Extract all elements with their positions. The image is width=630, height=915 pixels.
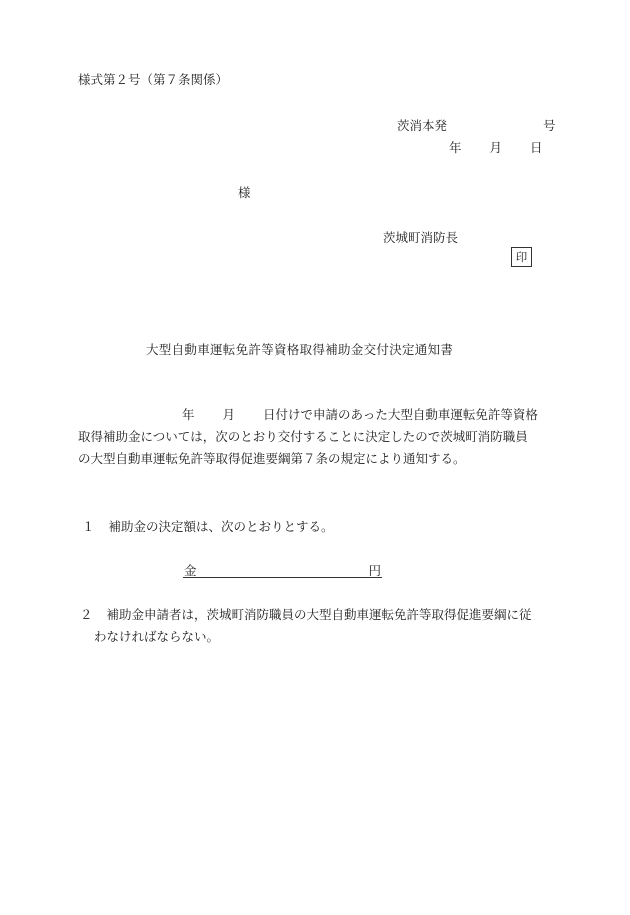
item-1-text: 補助金の決定額は、次のとおりとする。 <box>108 519 334 534</box>
document-number-suffix: 号 <box>543 118 556 133</box>
document-number-prefix: 茨消本発 <box>397 118 448 133</box>
item-2-number: ２ <box>80 607 93 622</box>
date-year: 年 <box>449 140 462 155</box>
amount-field <box>183 561 382 578</box>
document-number <box>397 116 556 134</box>
date-month: 月 <box>489 140 503 155</box>
date-day: 日 <box>530 140 543 155</box>
item-2-line-2: わなければならない。 <box>94 629 220 644</box>
body-line-2: 取得補助金については，次のとおり交付することに決定したので茨城町消防職員 <box>78 429 528 444</box>
amount-suffix: 円 <box>368 563 381 578</box>
item-1-number: １ <box>82 519 95 534</box>
item-2-line-1 <box>80 604 560 626</box>
addressee-suffix: 様 <box>238 185 251 200</box>
item-2-text: 補助金申請者は，茨城町消防職員の大型自動車運転免許等取得促進要綱に従 <box>106 607 532 622</box>
form-number: 様式第２号（第７条関係） <box>78 72 229 87</box>
issue-date <box>449 138 543 156</box>
sender-name: 茨城町消防長 <box>383 230 459 245</box>
body-month: 月 <box>222 407 236 422</box>
body-line-1-text: 日付けで申請のあった大型自動車運転免許等資格 <box>263 407 538 422</box>
body-line-1 <box>78 404 558 426</box>
body-paragraph <box>78 404 558 470</box>
item-1 <box>82 517 334 535</box>
body-line-3: の大型自動車運転免許等取得促進要綱第７条の規定により通知する。 <box>78 451 466 466</box>
amount-prefix: 金 <box>184 563 197 578</box>
item-2 <box>80 604 560 648</box>
body-year: 年 <box>182 407 195 422</box>
document-title: 大型自動車運転免許等資格取得補助金交付決定通知書 <box>146 342 454 357</box>
seal-box: 印 <box>511 247 532 267</box>
